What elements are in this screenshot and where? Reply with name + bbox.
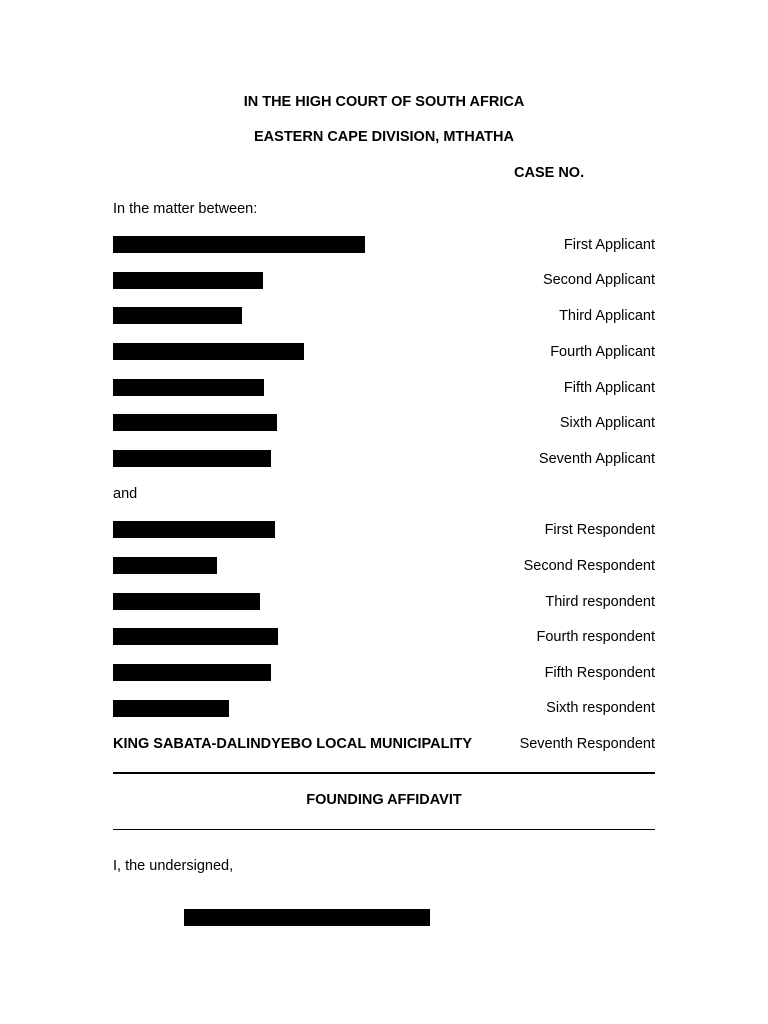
redacted-name [113, 557, 217, 574]
respondent-name: KING SABATA-DALINDYEBO LOCAL MUNICIPALITY [113, 736, 472, 752]
party-role: Fourth Applicant [550, 344, 655, 360]
redacted-name [113, 379, 264, 396]
redacted-name [113, 272, 263, 289]
redacted-name [113, 236, 365, 253]
redacted-name [113, 628, 278, 645]
party-role: First Respondent [544, 522, 655, 538]
party-role: Third Applicant [559, 308, 655, 324]
matter-intro: In the matter between: [113, 201, 258, 217]
party-role: Fourth respondent [536, 629, 655, 645]
court-division: EASTERN CAPE DIVISION, MTHATHA [254, 129, 514, 145]
redacted-name [113, 307, 242, 324]
redacted-name [113, 593, 260, 610]
redacted-name [113, 414, 277, 431]
party-role: Third respondent [545, 594, 655, 610]
party-role: Seventh Respondent [519, 736, 655, 752]
conjunction-and: and [113, 486, 138, 502]
party-role: Second Applicant [542, 272, 655, 288]
party-role: Fifth Applicant [563, 380, 655, 396]
party-role: Fifth Respondent [544, 665, 655, 681]
divider-bottom [113, 829, 655, 830]
divider-top [113, 772, 655, 774]
redacted-name [113, 700, 229, 717]
party-role: Seventh Applicant [538, 451, 655, 467]
party-role: First Applicant [563, 237, 655, 253]
party-role: Sixth respondent [546, 700, 655, 716]
redacted-name [113, 343, 304, 360]
case-number-label: CASE NO. [514, 165, 585, 181]
party-role: Second Respondent [523, 558, 655, 574]
party-role: Sixth Applicant [559, 415, 655, 431]
court-name: IN THE HIGH COURT OF SOUTH AFRICA [243, 94, 525, 110]
redacted-deponent-name [184, 909, 430, 926]
document-title: FOUNDING AFFIDAVIT [306, 792, 462, 808]
redacted-name [113, 450, 271, 467]
redacted-name [113, 664, 271, 681]
opening-line: I, the undersigned, [113, 858, 234, 874]
redacted-name [113, 521, 275, 538]
